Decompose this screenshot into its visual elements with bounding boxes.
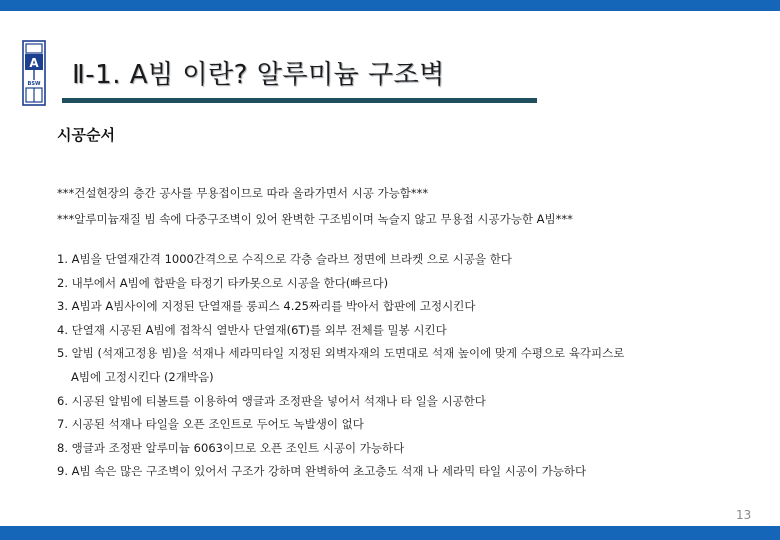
step-item: 3. A빔과 A빔사이에 지정된 단열재를 롱피스 4.25짜리를 박아서 합판에 고정시킨다 [57, 299, 476, 314]
bottom-accent-bar [0, 526, 780, 540]
top-accent-bar [0, 0, 780, 11]
title-underline [62, 98, 537, 103]
step-item-continuation: A빔에 고정시킨다 (2개박음) [71, 369, 214, 384]
step-item: 8. 앵글과 조정판 알루미늄 6063이므로 오픈 조인트 시공이 가능하다 [57, 440, 405, 455]
step-item: 2. 내부에서 A빔에 합판을 타정기 타카못으로 시공을 한다(빠르다) [57, 275, 389, 290]
note-line: ***건설현장의 층간 공사를 무용접이므로 따라 올라가면서 시공 가능함*** [57, 186, 429, 200]
notes-block [57, 180, 573, 232]
page-title: Ⅱ-1. A빔 이란? 알루미늄 구조벽 [72, 60, 445, 90]
a-beam-logo [22, 40, 46, 106]
step-item: 7. 시공된 석재나 타일을 오픈 조인트로 두어도 녹발생이 없다 [57, 417, 364, 432]
svg-text:A: A [29, 56, 39, 70]
step-item: 1. A빔을 단열재간격 1000간격으로 수직으로 각층 슬라브 정면에 브라켓 으로 시공을 한다 [57, 252, 512, 266]
step-item: 9. A빔 속은 많은 구조벽이 있어서 구조가 강하며 완벽하여 초고층도 석재 나 세라믹 타일 시공이 가능하다 [57, 464, 587, 479]
section-heading: 시공순서 [57, 126, 115, 144]
page-number: 13 [736, 508, 752, 522]
step-item: 6. 시공된 알빔에 티볼트를 이용하여 앵글과 조정판을 넣어서 석재나 타 일을 시공한다 [57, 393, 486, 408]
construction-steps-list [57, 248, 624, 484]
note-line: ***알루미늄재질 빔 속에 다중구조벽이 있어 완벽한 구조빔이며 녹슬지 않고 무용접 시공가능한 A빔*** [57, 212, 573, 226]
step-item: 5. 알빔 (석재고정용 빔)을 석재나 세라믹타일 지정된 외벽자재의 도면대로 석재 높이에 맞게 수평으로 육각피스로 [57, 346, 625, 361]
step-item: 4. 단열재 시공된 A빔에 접착식 열반사 단열재(6T)를 외부 전체를 밀봉 시킨다 [57, 322, 447, 337]
svg-text:BSW: BSW [27, 81, 41, 87]
